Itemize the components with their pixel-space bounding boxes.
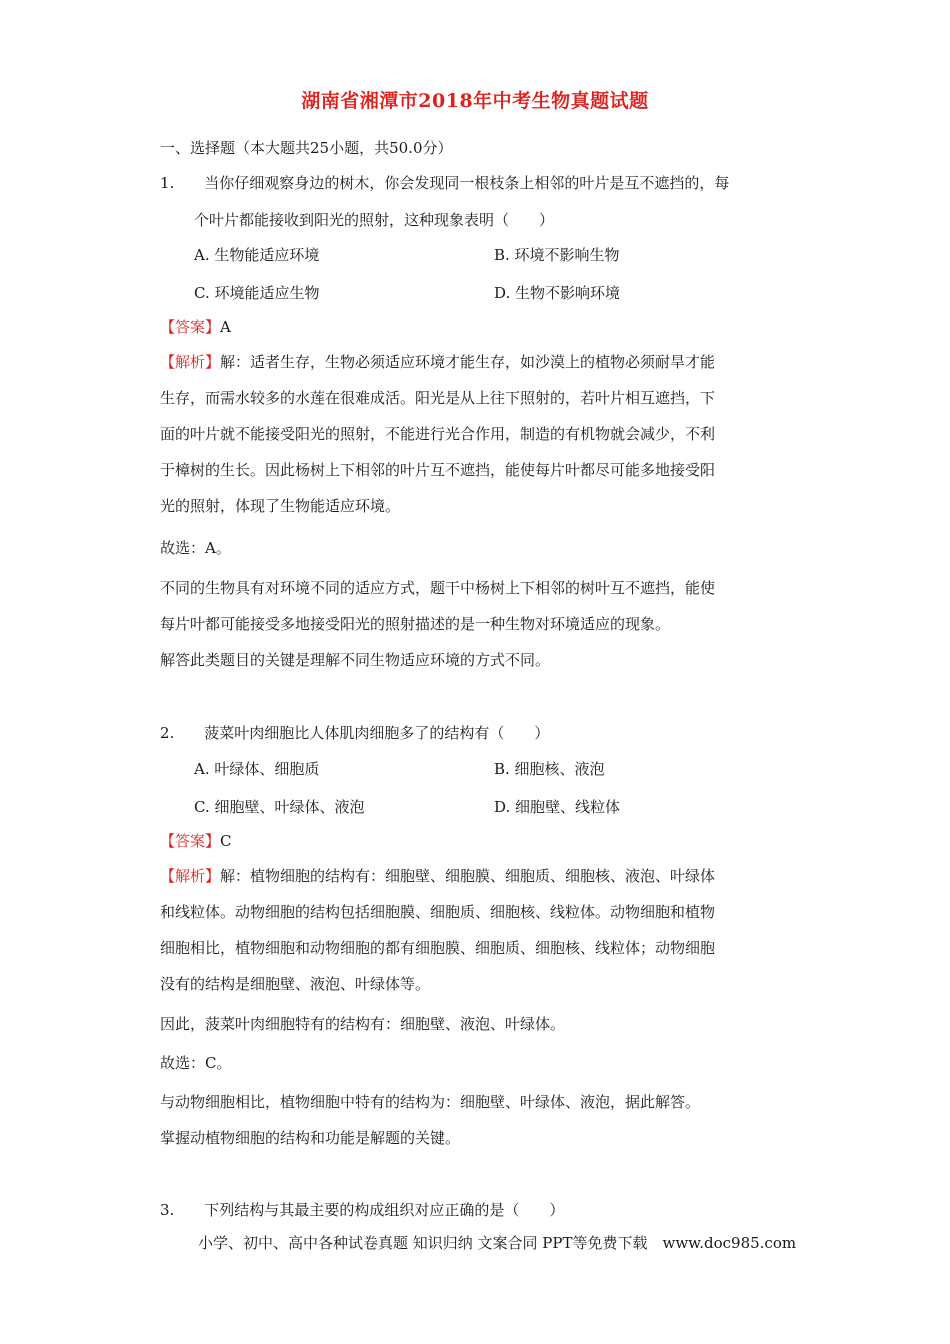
q1-analysis-line2: 生存，而需水较多的水莲在很难成活。阳光是从上往下照射的，若叶片相互遮挡，下 [160, 389, 716, 407]
q2-option-d: D. 细胞壁、线粒体 [494, 798, 621, 816]
q1-extra-line3: 解答此类题目的关键是理解不同生物适应环境的方式不同。 [160, 651, 551, 669]
q1-stem-line2: 个叶片都能接收到阳光的照射，这种现象表明（ ） [194, 211, 555, 229]
q1-option-c: C. 环境能适应生物 [194, 284, 320, 302]
q1-analysis-text1: 解：适者生存，生物必须适应环境才能生存，如沙漠上的植物必须耐旱才能 [220, 353, 716, 371]
q1-extra-line2: 每片叶都可能接受多地接受阳光的照射描述的是一种生物对环境适应的现象。 [160, 615, 671, 633]
answer-label: 【答案】 [160, 832, 221, 850]
q2-analysis-text1: 解：植物细胞的结构有：细胞壁、细胞膜、细胞质、细胞核、液泡、叶绿体 [220, 867, 716, 885]
q1-choice: 故选：A。 [160, 539, 231, 557]
q2-answer-value: C [220, 832, 232, 850]
q2-answer [160, 831, 232, 851]
q2-option-b: B. 细胞核、液泡 [494, 760, 605, 778]
analysis-label: 【解析】 [160, 353, 221, 371]
q2-analysis-line5: 因此，菠菜叶肉细胞特有的结构有：细胞壁、液泡、叶绿体。 [160, 1015, 566, 1033]
q2-extra-line2: 掌握动植物细胞的结构和功能是解题的关键。 [160, 1129, 461, 1147]
q1-answer [160, 317, 231, 337]
q1-option-a: A. 生物能适应环境 [194, 246, 320, 264]
q1-stem-line1: 1. 当你仔细观察身边的树木，你会发现同一根枝条上相邻的叶片是互不遮挡的，每 [160, 174, 730, 192]
q1-analysis-line1 [160, 352, 715, 372]
q1-analysis-line3: 面的叶片就不能接受阳光的照射，不能进行光合作用，制造的有机物就会减少，不利 [160, 425, 716, 443]
q2-analysis-line1 [160, 866, 715, 886]
page-title: 湖南省湘潭市2018年中考生物真题试题 [301, 90, 649, 112]
q2-extra-line1: 与动物细胞相比，植物细胞中特有的结构为：细胞壁、叶绿体、液泡，据此解答。 [160, 1093, 701, 1111]
q1-extra-line1: 不同的生物具有对环境不同的适应方式，题干中杨树上下相邻的树叶互不遮挡，能使 [160, 579, 716, 597]
q1-answer-value: A [220, 318, 231, 336]
q3-stem-line1: 3. 下列结构与其最主要的构成组织对应正确的是（ ） [160, 1201, 565, 1219]
q2-option-a: A. 叶绿体、细胞质 [194, 760, 320, 778]
q1-option-b: B. 环境不影响生物 [494, 246, 620, 264]
q1-analysis-line5: 光的照射，体现了生物能适应环境。 [160, 497, 401, 515]
q2-choice: 故选：C。 [160, 1054, 232, 1072]
q2-analysis-line2: 和线粒体。动物细胞的结构包括细胞膜、细胞质、细胞核、线粒体。动物细胞和植物 [160, 903, 716, 921]
page-footer[interactable]: 小学、初中、高中各种试卷真题 知识归纳 文案合同 PPT等免费下载 www.doc985.com [198, 1234, 797, 1252]
analysis-label: 【解析】 [160, 867, 221, 885]
answer-label: 【答案】 [160, 318, 221, 336]
q2-stem-line1: 2. 菠菜叶肉细胞比人体肌肉细胞多了的结构有（ ） [160, 724, 550, 742]
section-heading: 一、选择题（本大题共25小题，共50.0分） [160, 139, 453, 157]
q1-option-d: D. 生物不影响环境 [494, 284, 621, 302]
q1-analysis-line4: 于樟树的生长。因此杨树上下相邻的叶片互不遮挡，能使每片叶都尽可能多地接受阳 [160, 461, 716, 479]
q2-analysis-line4: 没有的结构是细胞壁、液泡、叶绿体等。 [160, 975, 431, 993]
q2-analysis-line3: 细胞相比，植物细胞和动物细胞的都有细胞膜、细胞质、细胞核、线粒体；动物细胞 [160, 939, 716, 957]
q2-option-c: C. 细胞壁、叶绿体、液泡 [194, 798, 365, 816]
